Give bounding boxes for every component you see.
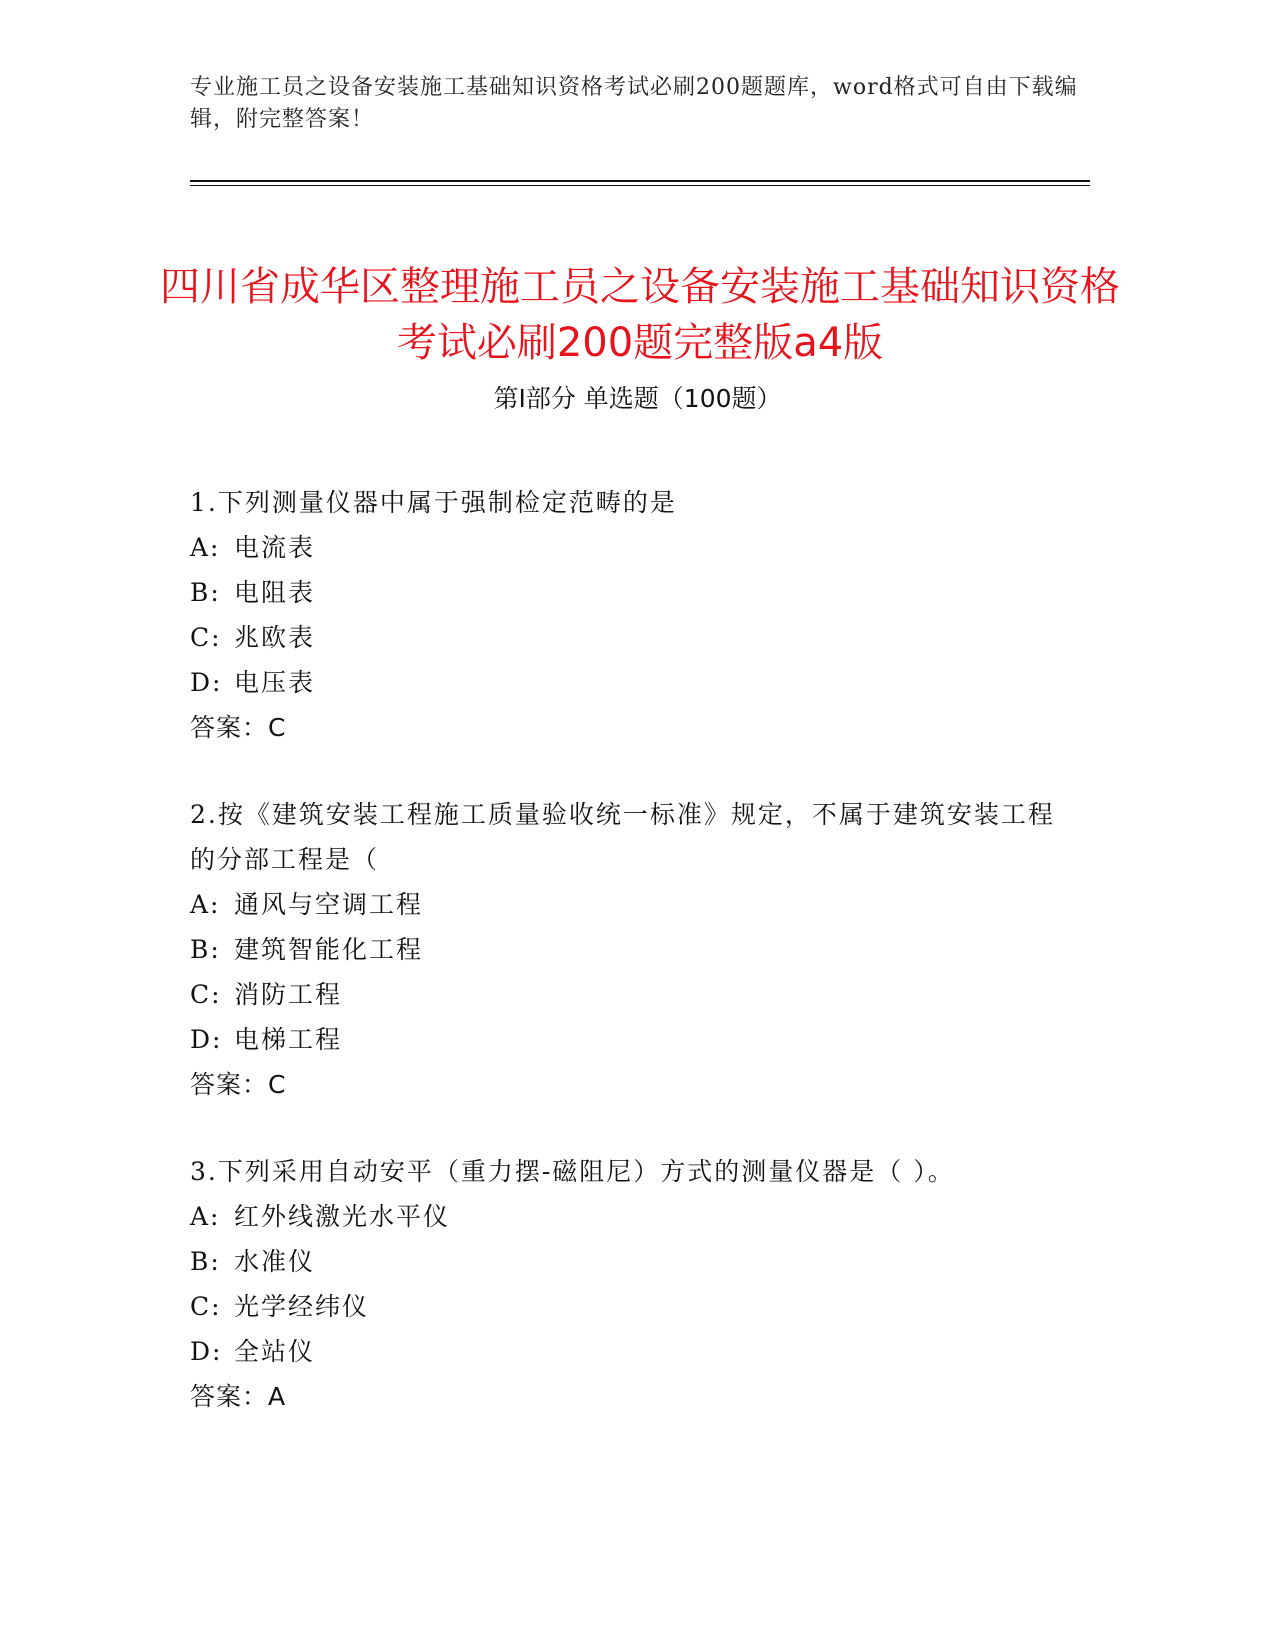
option-a	[190, 525, 1070, 570]
option-letter: D:	[190, 1337, 223, 1366]
header-note: 专业施工员之设备安装施工基础知识资格考试必刷200题题库，word格式可自由下载编辑，附完整答案！	[190, 75, 1078, 132]
option-a	[190, 882, 1070, 927]
option-d	[190, 660, 1070, 705]
answer-line: 答案：A	[190, 1382, 287, 1411]
option-text: 电梯工程	[234, 1025, 343, 1054]
option-text: 建筑智能化工程	[234, 935, 424, 964]
option-d	[190, 1017, 1070, 1062]
option-text: 全站仪	[234, 1337, 316, 1366]
option-letter: B:	[190, 1247, 221, 1276]
question-2	[190, 792, 1070, 1107]
option-d	[190, 1329, 1070, 1374]
answer-line: 答案：C	[190, 713, 287, 742]
option-letter: C:	[190, 1292, 222, 1321]
document-title: 四川省成华区整理施工员之设备安装施工基础知识资格考试必刷200题完整版a4版	[160, 263, 1120, 366]
option-text: 水准仪	[234, 1247, 316, 1276]
question-1	[190, 480, 1070, 750]
option-letter: A:	[190, 890, 221, 919]
option-text: 电流表	[234, 533, 316, 562]
option-text: 消防工程	[234, 980, 343, 1009]
option-text: 电阻表	[234, 578, 316, 607]
question-stem: 1.下列测量仪器中属于强制检定范畴的是	[190, 488, 677, 517]
option-text: 红外线激光水平仪	[234, 1202, 451, 1231]
option-c	[190, 1284, 1070, 1329]
option-letter: B:	[190, 578, 221, 607]
answer-line: 答案：C	[190, 1070, 287, 1099]
option-a	[190, 1194, 1070, 1239]
option-b	[190, 927, 1070, 972]
option-c	[190, 615, 1070, 660]
option-letter: B:	[190, 935, 221, 964]
option-letter: A:	[190, 533, 221, 562]
question-stem: 2.按《建筑安装工程施工质量验收统一标准》规定，不属于建筑安装工程的分部工程是（	[190, 800, 1055, 874]
option-letter: C:	[190, 980, 222, 1009]
question-stem: 3.下列采用自动安平（重力摆-磁阻尼）方式的测量仪器是（ ）。	[190, 1157, 955, 1186]
option-letter: A:	[190, 1202, 221, 1231]
option-letter: D:	[190, 668, 223, 697]
option-text: 通风与空调工程	[234, 890, 424, 919]
option-letter: C:	[190, 623, 222, 652]
option-c	[190, 972, 1070, 1017]
question-3	[190, 1149, 1070, 1419]
option-text: 电压表	[234, 668, 316, 697]
option-text: 兆欧表	[234, 623, 316, 652]
header-divider-thin	[190, 185, 1090, 186]
option-b	[190, 1239, 1070, 1284]
option-b	[190, 570, 1070, 615]
header-divider-thick	[190, 180, 1090, 182]
question-list	[190, 480, 1070, 1461]
option-letter: D:	[190, 1025, 223, 1054]
section-heading: 第I部分 单选题（100题）	[493, 384, 782, 413]
option-text: 光学经纬仪	[234, 1292, 370, 1321]
